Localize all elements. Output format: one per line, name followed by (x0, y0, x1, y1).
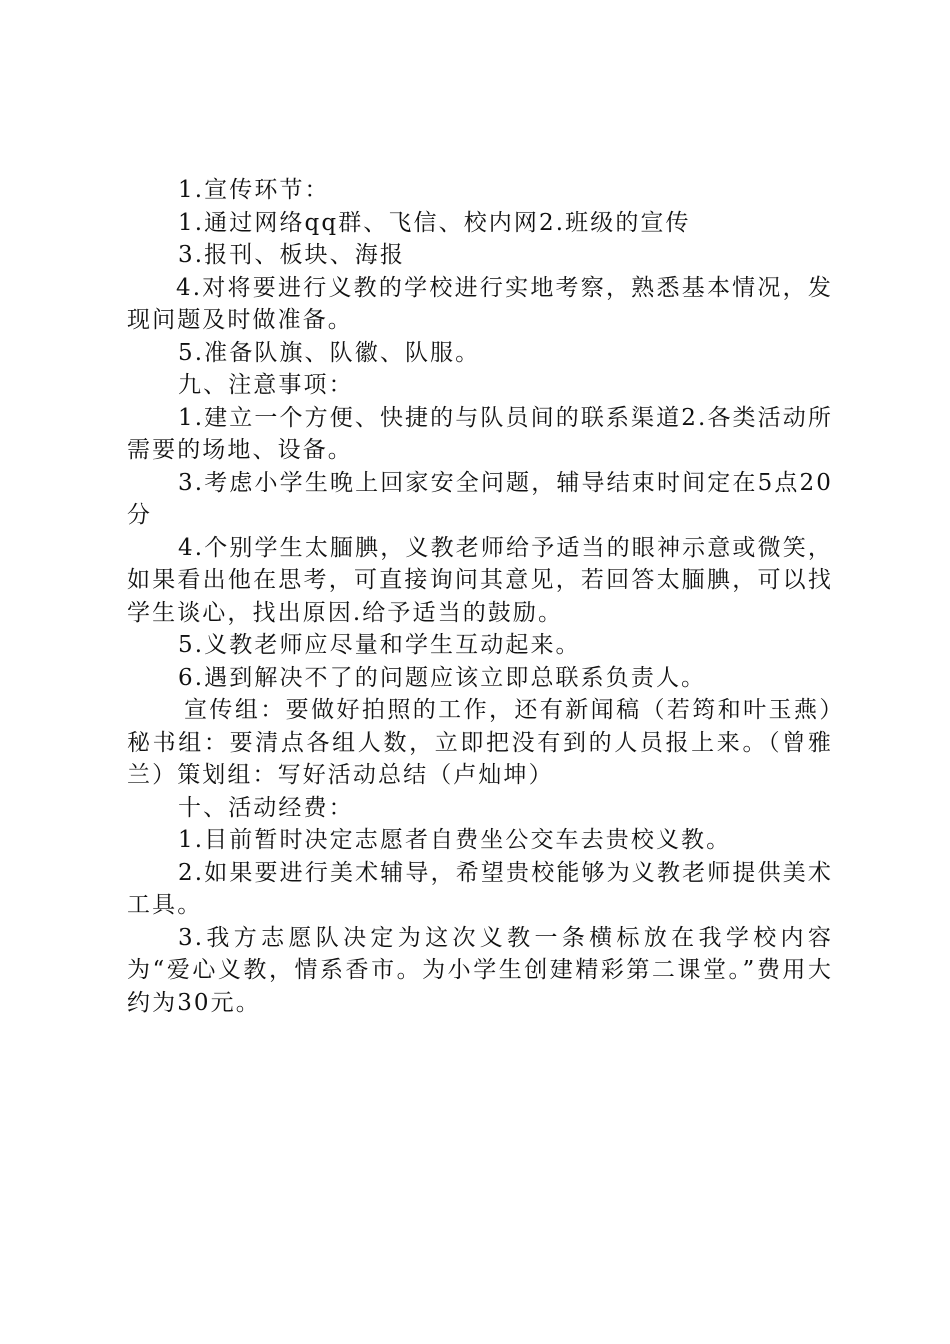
paragraph-publicity-item-5: 5.准备队旗、队徽、队服。 (178, 339, 481, 366)
paragraph-notes-item-4: 4.个别学生太腼腆，义教老师给予适当的眼神示意或微笑，如果看出他在思考，可直接询问其意见，若回答太腼腆，可以找学生谈心，找出原因.给予适当的鼓励。 (127, 534, 833, 626)
document-body (127, 174, 833, 1019)
paragraph-publicity-item-3: 3.报刊、板块、海报 (178, 242, 405, 268)
paragraph-budget-item-1: 1.目前暂时决定志愿者自费坐公交车去贵校义教。 (178, 827, 732, 853)
paragraph-notes-item-5: 5.义教老师应尽量和学生互动起来。 (178, 632, 581, 658)
paragraph-publicity-item-4: 4.对将要进行义教的学校进行实地考察，熟悉基本情况，发现问题及时做准备。 (127, 274, 833, 333)
paragraph-publicity-heading: 1.宣传环节： (178, 177, 330, 203)
section-heading-budget: 十、活动经费： (178, 794, 354, 821)
paragraph-budget-item-3: 3.我方志愿队决定为这次义教一条横标放在我学校内容为“爱心义教，情系香市。为小学生创建精彩第二课堂。”费用大约为30元。 (127, 924, 833, 1016)
paragraph-group-duties: 宣传组：要做好拍照的工作，还有新闻稿（若筠和叶玉燕）秘书组：要清点各组人数，立即把没有到的人员报上来。（曾雅兰）策划组：写好活动总结（卢灿坤） (127, 697, 833, 788)
paragraph-publicity-item-1: 1.通过网络qq群、飞信、校内网2.班级的宣传 (178, 209, 691, 236)
paragraph-budget-item-2: 2.如果要进行美术辅导，希望贵校能够为义教老师提供美术工具。 (127, 859, 833, 918)
paragraph-notes-item-1: 1.建立一个方便、快捷的与队员间的联系渠道2.各类活动所需要的场地、设备。 (127, 404, 833, 463)
paragraph-notes-item-3: 3.考虑小学生晚上回家安全问题，辅导结束时间定在5点20分 (127, 469, 833, 528)
section-heading-notes: 九、注意事项： (178, 372, 354, 398)
paragraph-notes-item-6: 6.遇到解决不了的问题应该立即总联系负责人。 (178, 664, 707, 691)
